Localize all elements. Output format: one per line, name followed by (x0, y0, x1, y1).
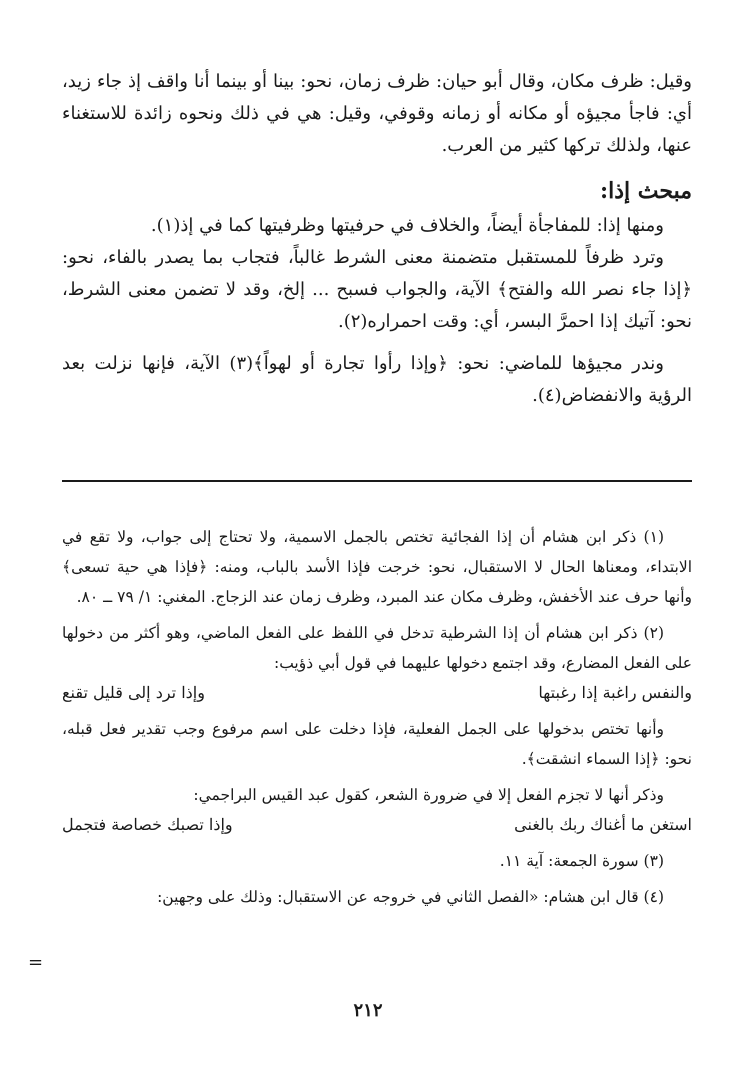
footnote-2: (٢) ذكر ابن هشام أن إذا الشرطية تدخل في اللفظ على الفعل الماضي، وهو أكثر من دخولها على الفعل المضارع، وقد اجتمع دخولها عليهما في قول أبي ذؤيب: (62, 624, 692, 672)
verse-1-second-hemistich: وإذا ترد إلى قليل تقنع (62, 683, 205, 702)
verse-line-1 (62, 678, 692, 708)
continuation-mark: = (28, 952, 44, 973)
verse-2-first-hemistich: استغن ما أغناك ربك بالغنى (514, 815, 692, 834)
paragraph-2: ومنها إذا: للمفاجأة أيضاً، والخلاف في حرفيتها وظرفيتها كما في إذ(١). (150, 215, 664, 236)
paragraph-4: وندر مجيؤها للماضي: نحو: ﴿وإذا رأوا تجارة أو لهواً﴾(٣) الآية، فإنها نزلت بعد الرؤية والانفضاض(٤). (62, 353, 692, 406)
footnote-2-continued: وأنها تختص بدخولها على الجمل الفعلية، فإذا دخلت على اسم مرفوع وجب تقدير فعل قبله، نحو: ﴿إذا السماء انشقت﴾. (62, 720, 692, 768)
page-number: ٢١٢ (353, 1000, 383, 1021)
footnotes (62, 522, 692, 912)
verse-line-2 (62, 810, 692, 840)
footnote-3: (٣) سورة الجمعة: آية ١١. (499, 852, 664, 870)
footnote-divider (62, 480, 692, 482)
paragraph-3: وترد ظرفاً للمستقبل متضمنة معنى الشرط غالباً، فتجاب بما يصدر بالفاء، نحو: ﴿إذا جاء نصر الله والفتح﴾ الآية، والجواب فسبح ... إلخ، وقد لا تضمن معنى الشرط، نحو: آتيك إذا احمرَّ البسر، أي: وقت احمراره(٢). (62, 247, 692, 332)
footnote-2-continued-2: وذكر أنها لا تجزم الفعل إلا في ضرورة الشعر، كقول عبد القيس البراجمي: (193, 786, 664, 804)
verse-2-second-hemistich: وإذا تصبك خصاصة فتجمل (62, 815, 233, 834)
section-heading: مبحث إذا: (599, 178, 692, 204)
paragraph-1: وقيل: ظرف مكان، وقال أبو حيان: ظرف زمان، نحو: بينا أو بينما أنا واقف إذ جاء زيد، أي: فاجأ مجيؤه أو مكانه أو زمانه وقوفي، وقيل: هي في ذلك ونحوه زائدة للاستغناء عنها، ولذلك تركها كثير من العرب. (62, 71, 692, 156)
footnote-4: (٤) قال ابن هشام: «الفصل الثاني في خروجه عن الاستقبال: وذلك على وجهين: (157, 888, 664, 906)
main-text (62, 66, 692, 412)
verse-1-first-hemistich: والنفس راغبة إذا رغبتها (538, 683, 692, 702)
footnote-1: (١) ذكر ابن هشام أن إذا الفجائية تختص بالجمل الاسمية، ولا تحتاج إلى جواب، ولا تقع في الابتداء، ومعناها الحال لا الاستقبال، نحو: خرجت فإذا الأسد بالباب، ومنه: ﴿فإذا هي حية تسعى﴾ وأنها حرف عند الأخفش، وظرف مكان عند المبرد، وظرف زمان عند الزجاج. المغني: ١/ ٧٩ ــ ٨٠. (62, 528, 692, 606)
